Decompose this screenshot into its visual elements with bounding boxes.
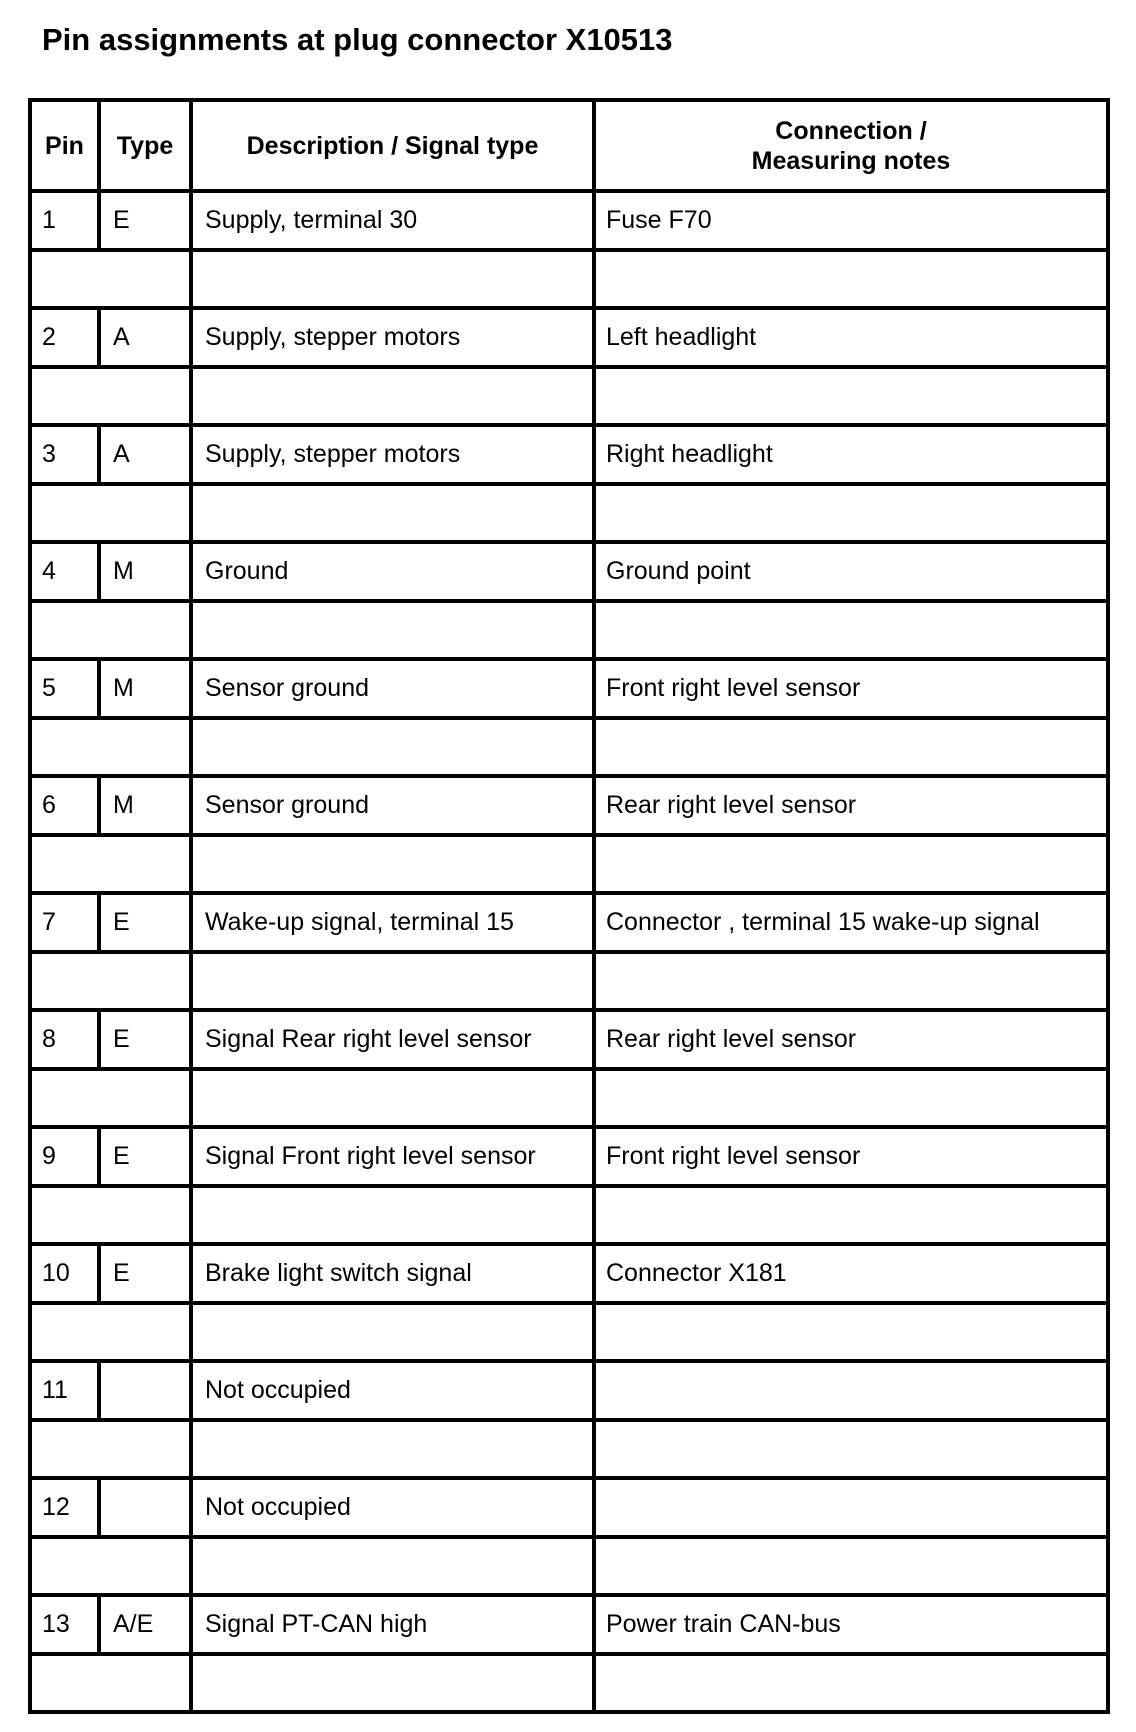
cell-pin: 2	[30, 308, 99, 367]
spacer-cell-connection-notes	[594, 835, 1108, 894]
spacer-cell-description	[191, 601, 594, 660]
table-row	[30, 1361, 1108, 1420]
cell-connection-notes: Rear right level sensor	[594, 776, 1108, 835]
table-body	[30, 191, 1108, 1712]
spacer-cell-pin-type	[30, 835, 191, 894]
cell-connection-notes: Fuse F70	[594, 191, 1108, 250]
spacer-cell-connection-notes	[594, 1303, 1108, 1362]
cell-pin: 1	[30, 191, 99, 250]
cell-description: Signal Rear right level sensor	[191, 1010, 594, 1069]
cell-description: Supply, terminal 30	[191, 191, 594, 250]
cell-connection-notes	[594, 1361, 1108, 1420]
table-row	[30, 776, 1108, 835]
header-connection-notes-line1: Connection /	[775, 116, 927, 145]
spacer-row	[30, 952, 1108, 1011]
spacer-cell-connection-notes	[594, 367, 1108, 426]
spacer-cell-connection-notes	[594, 1069, 1108, 1128]
spacer-row	[30, 1654, 1108, 1713]
spacer-cell-description	[191, 250, 594, 309]
cell-type	[99, 1361, 191, 1420]
spacer-cell-connection-notes	[594, 718, 1108, 777]
spacer-cell-connection-notes	[594, 1537, 1108, 1596]
cell-type: E	[99, 1010, 191, 1069]
spacer-cell-description	[191, 484, 594, 543]
spacer-row	[30, 718, 1108, 777]
cell-description: Sensor ground	[191, 776, 594, 835]
table-row	[30, 1127, 1108, 1186]
spacer-cell-pin-type	[30, 1069, 191, 1128]
spacer-cell-connection-notes	[594, 1420, 1108, 1479]
spacer-row	[30, 1069, 1108, 1128]
spacer-cell-description	[191, 718, 594, 777]
cell-connection-notes	[594, 1478, 1108, 1537]
header-connection-notes-line2: Measuring notes	[751, 146, 951, 175]
pin-assignment-table	[28, 98, 1110, 1714]
table-row	[30, 191, 1108, 250]
spacer-cell-pin-type	[30, 952, 191, 1011]
cell-description: Not occupied	[191, 1478, 594, 1537]
cell-pin: 13	[30, 1595, 99, 1654]
cell-connection-notes: Power train CAN-bus	[594, 1595, 1108, 1654]
spacer-row	[30, 1537, 1108, 1596]
spacer-row	[30, 367, 1108, 426]
cell-description: Signal Front right level sensor	[191, 1127, 594, 1186]
cell-type: E	[99, 893, 191, 952]
spacer-cell-description	[191, 1186, 594, 1245]
spacer-cell-pin-type	[30, 367, 191, 426]
table-row	[30, 308, 1108, 367]
spacer-cell-pin-type	[30, 484, 191, 543]
spacer-cell-connection-notes	[594, 1186, 1108, 1245]
table-row	[30, 1010, 1108, 1069]
spacer-cell-description	[191, 1537, 594, 1596]
cell-type: M	[99, 776, 191, 835]
spacer-cell-connection-notes	[594, 952, 1108, 1011]
cell-description: Supply, stepper motors	[191, 425, 594, 484]
cell-connection-notes: Left headlight	[594, 308, 1108, 367]
spacer-row	[30, 835, 1108, 894]
cell-pin: 5	[30, 659, 99, 718]
cell-connection-notes: Connector X181	[594, 1244, 1108, 1303]
cell-pin: 12	[30, 1478, 99, 1537]
spacer-cell-description	[191, 1069, 594, 1128]
cell-connection-notes: Ground point	[594, 542, 1108, 601]
cell-type	[99, 1478, 191, 1537]
cell-type: E	[99, 191, 191, 250]
header-description: Description / Signal type	[191, 100, 594, 191]
cell-type: E	[99, 1127, 191, 1186]
spacer-row	[30, 484, 1108, 543]
spacer-cell-connection-notes	[594, 601, 1108, 660]
spacer-row	[30, 1303, 1108, 1362]
spacer-cell-connection-notes	[594, 1654, 1108, 1713]
header-connection-notes	[594, 100, 1108, 191]
cell-pin: 7	[30, 893, 99, 952]
cell-connection-notes: Right headlight	[594, 425, 1108, 484]
cell-type: M	[99, 659, 191, 718]
table-row	[30, 1478, 1108, 1537]
spacer-cell-description	[191, 367, 594, 426]
cell-connection-notes: Connector , terminal 15 wake-up signal	[594, 893, 1108, 952]
table-row	[30, 659, 1108, 718]
cell-type: E	[99, 1244, 191, 1303]
cell-pin: 10	[30, 1244, 99, 1303]
spacer-cell-pin-type	[30, 1420, 191, 1479]
spacer-row	[30, 601, 1108, 660]
spacer-row	[30, 250, 1108, 309]
table-row	[30, 893, 1108, 952]
cell-pin: 4	[30, 542, 99, 601]
spacer-row	[30, 1186, 1108, 1245]
table-row	[30, 1595, 1108, 1654]
spacer-cell-description	[191, 1420, 594, 1479]
cell-connection-notes: Front right level sensor	[594, 1127, 1108, 1186]
cell-description: Ground	[191, 542, 594, 601]
spacer-cell-connection-notes	[594, 250, 1108, 309]
spacer-cell-description	[191, 952, 594, 1011]
spacer-cell-connection-notes	[594, 484, 1108, 543]
spacer-cell-description	[191, 835, 594, 894]
cell-pin: 11	[30, 1361, 99, 1420]
spacer-cell-description	[191, 1303, 594, 1362]
table-row	[30, 542, 1108, 601]
header-pin: Pin	[30, 100, 99, 191]
cell-connection-notes: Rear right level sensor	[594, 1010, 1108, 1069]
page-title: Pin assignments at plug connector X10513	[42, 22, 673, 57]
cell-type: A	[99, 308, 191, 367]
table-row	[30, 425, 1108, 484]
cell-description: Wake-up signal, terminal 15	[191, 893, 594, 952]
cell-pin: 3	[30, 425, 99, 484]
cell-description: Signal PT-CAN high	[191, 1595, 594, 1654]
header-type: Type	[99, 100, 191, 191]
cell-pin: 9	[30, 1127, 99, 1186]
spacer-cell-pin-type	[30, 1186, 191, 1245]
cell-type: A/E	[99, 1595, 191, 1654]
table-header-row	[30, 100, 1108, 191]
table-row	[30, 1244, 1108, 1303]
spacer-cell-description	[191, 1654, 594, 1713]
cell-pin: 8	[30, 1010, 99, 1069]
spacer-cell-pin-type	[30, 1654, 191, 1713]
spacer-cell-pin-type	[30, 1303, 191, 1362]
spacer-cell-pin-type	[30, 601, 191, 660]
cell-description: Supply, stepper motors	[191, 308, 594, 367]
cell-description: Sensor ground	[191, 659, 594, 718]
spacer-row	[30, 1420, 1108, 1479]
cell-description: Not occupied	[191, 1361, 594, 1420]
spacer-cell-pin-type	[30, 1537, 191, 1596]
spacer-cell-pin-type	[30, 718, 191, 777]
cell-connection-notes: Front right level sensor	[594, 659, 1108, 718]
spacer-cell-pin-type	[30, 250, 191, 309]
cell-type: A	[99, 425, 191, 484]
cell-type: M	[99, 542, 191, 601]
cell-pin: 6	[30, 776, 99, 835]
cell-description: Brake light switch signal	[191, 1244, 594, 1303]
